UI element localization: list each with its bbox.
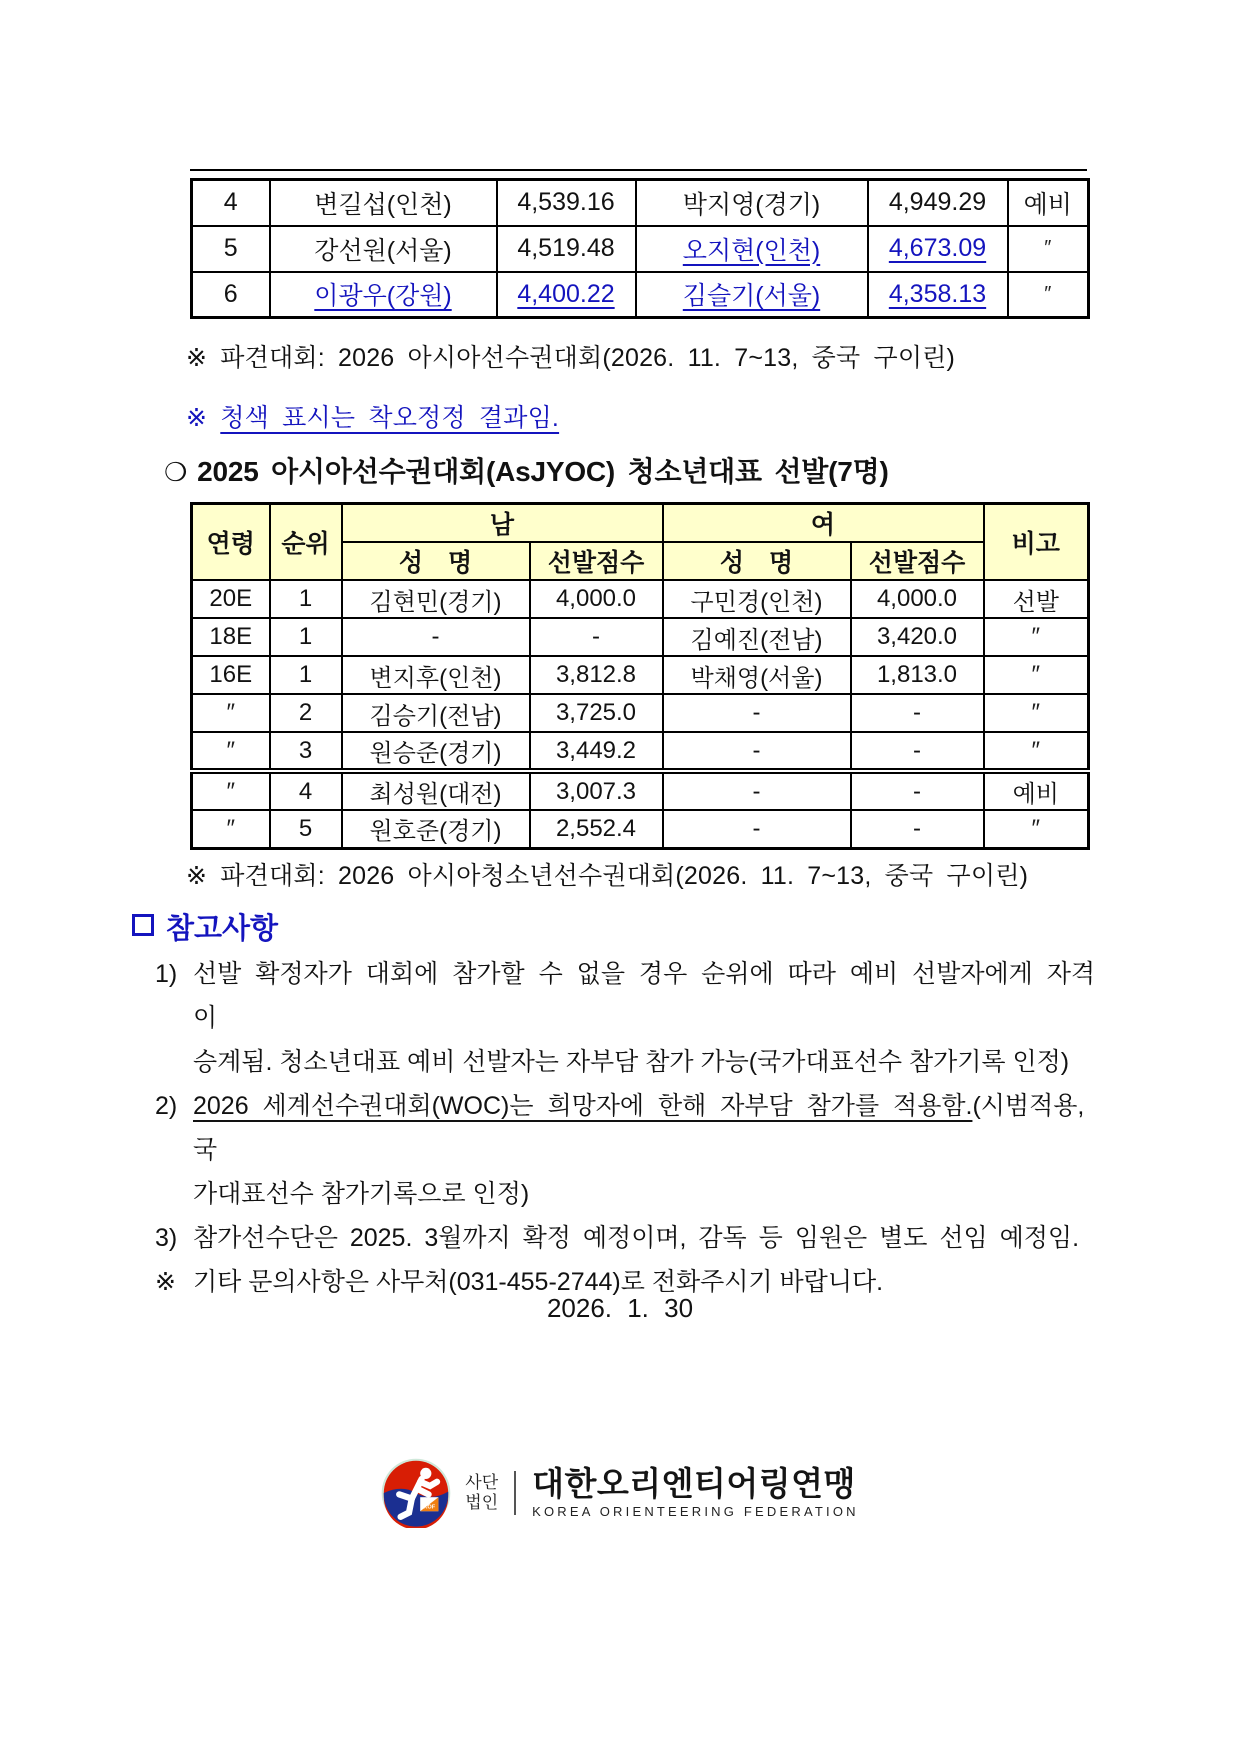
remark-item-1 [155,952,1105,1040]
header-female-name: 성 명 [663,542,851,580]
table-row [192,272,1089,318]
header-female-score: 선발점수 [851,542,984,580]
remarks-heading [132,906,278,947]
rank-cell: 4 [270,771,342,810]
junior-selection-table [190,502,1090,850]
note-cell: ″ [1008,226,1089,272]
female-score-cell: 4,000.0 [851,580,984,618]
female-name-cell: 구민경(인천) [663,580,851,618]
header-male-group: 남 [342,504,663,543]
male-score-cell: 4,000.0 [530,580,663,618]
table-header-row [192,504,1089,543]
table-continuation-line [190,169,1087,171]
female-name-cell: - [663,694,851,732]
header-rank: 순위 [270,504,342,581]
remark-label: 1) [155,960,178,988]
header-male-name: 성 명 [342,542,530,580]
table-row [192,810,1089,848]
remarks-heading-text: 참고사항 [166,913,279,945]
age-cell: 18E [192,618,270,656]
female-name-cell: 김예진(전남) [663,618,851,656]
note-cell: ″ [1008,272,1089,318]
note-cell: 예비 [984,771,1089,810]
remark-item-1-cont: 승계됨. 청소년대표 예비 선발자는 자부담 참가 가능(국가대표선수 참가기록 인정) [193,1048,1070,1076]
square-bullet-icon [132,914,154,936]
remark-item-2 [155,1084,1105,1172]
remark-text: (시범적용, 국 [193,1092,1085,1164]
male-score-cell: - [530,618,663,656]
male-score-cell-corrected: 4,400.22 [497,272,636,318]
rank-cell: 1 [270,656,342,694]
female-score-cell: 4,949.29 [868,180,1008,226]
female-score-cell: 3,420.0 [851,618,984,656]
senior-selection-table [190,178,1090,319]
male-name-cell-corrected: 이광우(강원) [270,272,497,318]
remark-text: 선발 확정자가 대회에 참가할 수 없을 경우 순위에 따라 예비 선발자에게 자격이 [193,960,1096,1032]
dispatch-note-junior: ※ 파견대회: 2026 아시아청소년선수권대회(2026. 11. 7~13, 중국 구이린) [186,862,1029,890]
female-score-cell: - [851,771,984,810]
female-score-cell-corrected: 4,358.13 [868,272,1008,318]
table-row [192,656,1089,694]
org-type-line: 사단 [465,1473,499,1492]
age-cell: ″ [192,694,270,732]
male-score-cell: 3,725.0 [530,694,663,732]
note-cell: ″ [984,694,1089,732]
male-name-cell: - [342,618,530,656]
table-row [192,580,1089,618]
female-name-cell: - [663,771,851,810]
note-cell: ″ [984,656,1089,694]
document-date: 2026. 1. 30 [546,1293,694,1323]
note-cell: ″ [984,618,1089,656]
male-score-cell: 4,519.48 [497,226,636,272]
male-name-cell: 원호준(경기) [342,810,530,848]
rank-cell: 5 [270,810,342,848]
table-row [192,180,1089,226]
male-score-cell: 3,812.8 [530,656,663,694]
correction-note [186,398,559,434]
header-male-score: 선발점수 [530,542,663,580]
federation-logo [0,1458,1240,1528]
age-cell: ″ [192,771,270,810]
female-score-cell: - [851,732,984,771]
female-name-cell: - [663,732,851,771]
correction-note-text: 청색 표시는 착오정정 결과임. [220,404,560,432]
org-name-korean: 대한오리엔티어링연맹 [532,1465,856,1502]
female-name-cell: - [663,810,851,848]
male-name-cell: 김승기(전남) [342,694,530,732]
rank-cell: 4 [192,180,270,226]
org-type-line: 법인 [465,1493,499,1512]
male-score-cell: 3,007.3 [530,771,663,810]
remark-item-3 [155,1216,1105,1260]
rank-cell: 1 [270,618,342,656]
logo-divider [514,1471,516,1515]
note-cell: 선발 [984,580,1089,618]
male-name-cell: 김현민(경기) [342,580,530,618]
junior-section-title-text: 2025 아시아선수권대회(AsJYOC) 청소년대표 선발(7명) [197,456,889,487]
header-female-group: 여 [663,504,984,543]
male-name-cell: 변길섭(인천) [270,180,497,226]
rank-cell: 6 [192,272,270,318]
reference-mark: ※ [186,404,221,432]
note-cell: ″ [984,810,1089,848]
age-cell: ″ [192,732,270,771]
remark-item-2-cont: 가대표선수 참가기록으로 인정) [193,1180,530,1208]
org-name-english: KOREA ORIENTEERING FEDERATION [532,1504,859,1519]
remark-label: 3) [155,1224,178,1252]
org-type-label [465,1473,498,1513]
female-name-cell-corrected: 김슬기(서울) [636,272,868,318]
male-score-cell: 3,449.2 [530,732,663,771]
rank-cell: 2 [270,694,342,732]
remark-text: 참가선수단은 2025. 3월까지 확정 예정이며, 감독 등 임원은 별도 선임 예정임. [193,1224,1080,1252]
female-score-cell-corrected: 4,673.09 [868,226,1008,272]
female-score-cell: - [851,694,984,732]
circle-bullet-icon: ❍ [164,457,188,487]
header-note: 비고 [984,504,1089,581]
remarks-list [155,952,1105,1304]
header-age: 연령 [192,504,270,581]
female-name-cell: 박채영(서울) [663,656,851,694]
table-row [192,618,1089,656]
remark-text-underlined: 2026 세계선수권대회(WOC)는 희망자에 한해 자부담 참가를 적용함. [193,1092,973,1120]
table-row [192,732,1089,771]
remark-label: 2) [155,1092,178,1120]
table-row [192,771,1089,810]
male-name-cell: 원승준(경기) [342,732,530,771]
female-name-cell-corrected: 오지현(인천) [636,226,868,272]
male-name-cell: 최성원(대전) [342,771,530,810]
remark-text: 기타 문의사항은 사무처(031-455-2744)로 전화주시기 바랍니다. [193,1268,884,1296]
male-name-cell: 강선원(서울) [270,226,497,272]
age-cell: 16E [192,656,270,694]
junior-section-title [164,450,889,490]
reference-mark: ※ [155,1268,176,1296]
note-cell: 예비 [1008,180,1089,226]
svg-text:KOF: KOF [423,1504,436,1511]
age-cell: ″ [192,810,270,848]
kof-emblem-icon [381,1458,451,1528]
rank-cell: 1 [270,580,342,618]
table-row [192,694,1089,732]
female-score-cell: - [851,810,984,848]
note-cell: ″ [984,732,1089,771]
male-name-cell: 변지후(인천) [342,656,530,694]
female-score-cell: 1,813.0 [851,656,984,694]
age-cell: 20E [192,580,270,618]
dispatch-note-senior: ※ 파견대회: 2026 아시아선수권대회(2026. 11. 7~13, 중국 구이린) [186,344,956,372]
female-name-cell: 박지영(경기) [636,180,868,226]
rank-cell: 5 [192,226,270,272]
table-row [192,226,1089,272]
male-score-cell: 4,539.16 [497,180,636,226]
rank-cell: 3 [270,732,342,771]
male-score-cell: 2,552.4 [530,810,663,848]
